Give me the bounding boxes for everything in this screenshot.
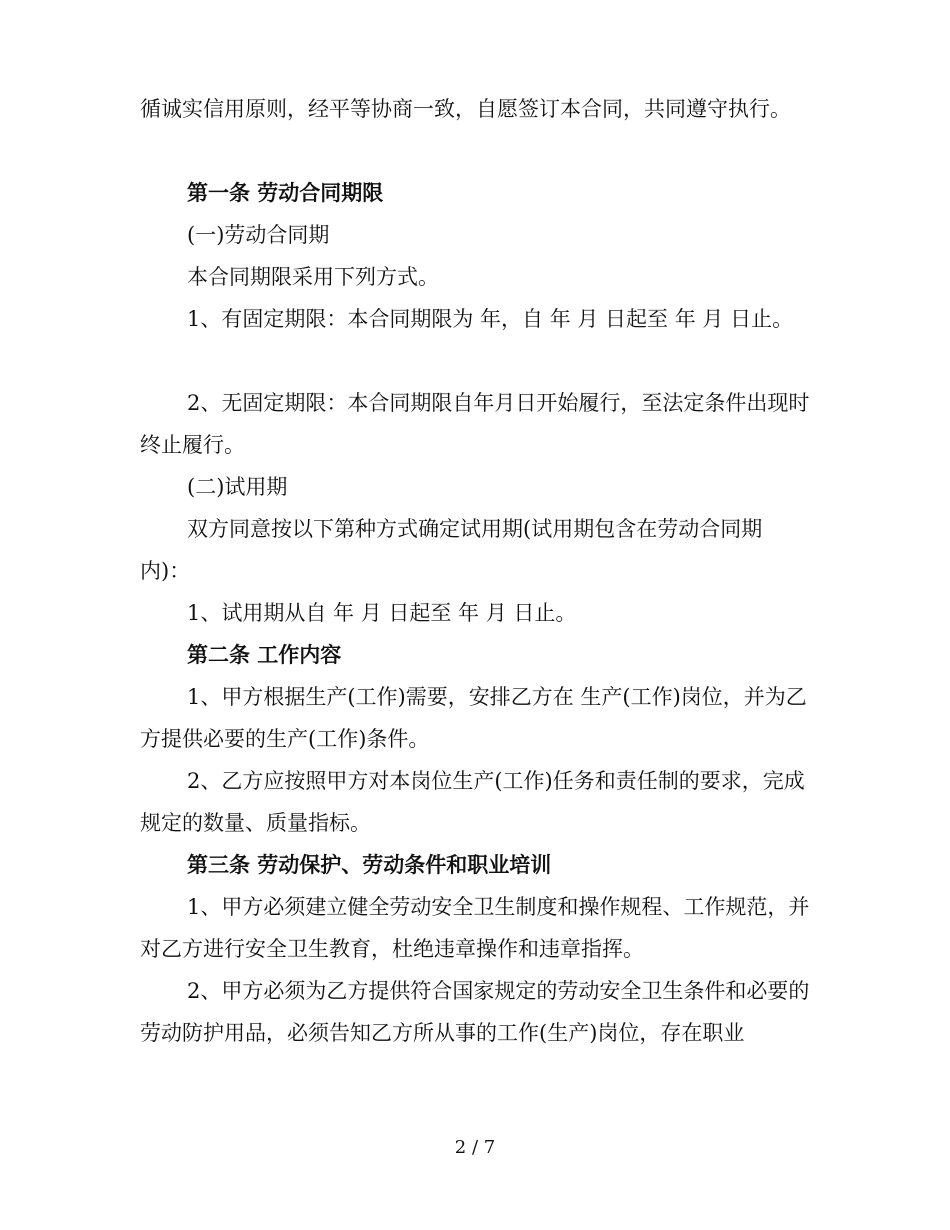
paragraph-open-term: 2、无固定期限：本合同期限自年月日开始履行，至法定条件出现时终止履行。 (140, 391, 810, 457)
subheading-probation: (二)试用期 (187, 475, 288, 499)
subheading-contract-term: (一)劳动合同期 (187, 223, 330, 247)
paragraph-job-requirements: 2、乙方应按照甲方对本岗位生产(工作)任务和责任制的要求，完成规定的数量、质量指标。 (140, 769, 805, 835)
page-number: 2 / 7 (454, 1137, 496, 1158)
paragraph-term-method: 本合同期限采用下列方式。 (187, 265, 439, 289)
paragraph-job-assignment: 1、甲方根据生产(工作)需要，安排乙方在 生产(工作)岗位，并为乙方提供必要的生产(工作)条件。 (140, 685, 807, 751)
paragraph-safety-system: 1、甲方必须建立健全劳动安全卫生制度和操作规程、工作规范，并对乙方进行安全卫生教育，杜绝违章操作和违章指挥。 (140, 895, 810, 961)
paragraph-fixed-term: 1、有固定期限：本合同期限为 年，自 年 月 日起至 年 月 日止。 (187, 307, 794, 331)
paragraph-probation-method: 双方同意按以下第种方式确定试用期(试用期包含在劳动合同期内)： (140, 517, 763, 583)
heading-article-3: 第三条 劳动保护、劳动条件和职业培训 (187, 852, 552, 877)
heading-article-1: 第一条 劳动合同期限 (187, 180, 384, 205)
paragraph-safety-conditions: 2、甲方必须为乙方提供符合国家规定的劳动安全卫生条件和必要的劳动防护用品，必须告知乙方所从事的工作(生产)岗位，存在职业 (140, 979, 810, 1045)
heading-article-2: 第二条 工作内容 (187, 642, 342, 667)
paragraph-probation-period: 1、试用期从自 年 月 日起至 年 月 日止。 (187, 601, 577, 625)
paragraph-intro: 循诚实信用原则，经平等协商一致，自愿签订本合同，共同遵守执行。 (140, 97, 791, 121)
